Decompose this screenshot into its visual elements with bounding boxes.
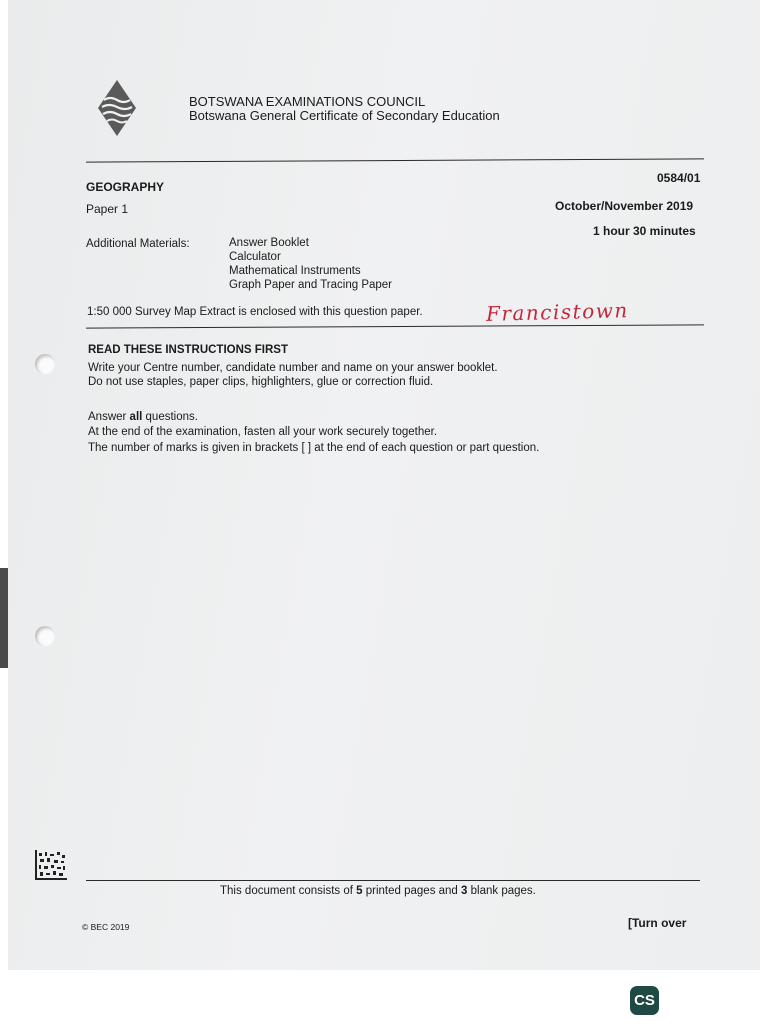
material-item: Mathematical Instruments: [229, 265, 361, 277]
instruction-text: Answer: [88, 411, 130, 423]
materials-label: Additional Materials:: [86, 238, 190, 250]
certificate-name: Botswana General Certificate of Secondary Education: [189, 108, 500, 123]
instruction-emphasis: all: [129, 411, 143, 423]
page-count-text: This document consists of: [220, 885, 357, 897]
copyright-notice: © BEC 2019: [82, 922, 130, 932]
material-item: Answer Booklet: [229, 237, 309, 249]
council-name: BOTSWANA EXAMINATIONS COUNCIL: [189, 94, 426, 109]
punch-hole: [35, 354, 55, 374]
bec-logo-icon: [94, 78, 140, 140]
paper-code: 0584/01: [657, 171, 701, 185]
instruction-line: The number of marks is given in brackets [ ] at the end of each question or part question.: [88, 442, 540, 454]
page-count-text: blank pages.: [467, 885, 536, 897]
exam-session: October/November 2019: [555, 199, 694, 213]
camscanner-logo-icon: CS: [630, 986, 659, 1015]
turn-over-label: [Turn over: [628, 916, 687, 930]
exam-paper-page: [8, 0, 760, 970]
exam-duration: 1 hour 30 minutes: [593, 224, 696, 238]
material-item: Calculator: [229, 251, 281, 263]
page-count-text: printed pages and: [362, 885, 462, 897]
punch-hole: [35, 626, 55, 646]
footer-divider: [86, 880, 700, 881]
map-divider: [86, 324, 704, 328]
paper-number: Paper 1: [86, 202, 129, 216]
instruction-line: Do not use staples, paper clips, highlighters, glue or correction fluid.: [88, 376, 434, 388]
header-divider: [86, 158, 704, 162]
material-item: Graph Paper and Tracing Paper: [229, 279, 393, 291]
blank-pages-count: 3: [461, 885, 468, 897]
handwritten-annotation: Francistown: [485, 298, 629, 326]
page-count-note: [220, 885, 536, 897]
binding-strip: [0, 568, 8, 668]
subject-title: GEOGRAPHY: [86, 180, 165, 194]
instruction-text: questions.: [142, 411, 198, 423]
materials-list: [229, 236, 392, 292]
instruction-line: At the end of the examination, fasten all your work securely together.: [88, 426, 438, 438]
instruction-line: [88, 411, 198, 423]
map-extract-note: 1:50 000 Survey Map Extract is enclosed with this question paper.: [87, 306, 423, 318]
printed-pages-count: 5: [356, 885, 363, 897]
instruction-line: Write your Centre number, candidate number and name on your answer booklet.: [88, 362, 498, 374]
barcode-icon: [35, 850, 67, 880]
instructions-heading: READ THESE INSTRUCTIONS FIRST: [88, 344, 288, 356]
